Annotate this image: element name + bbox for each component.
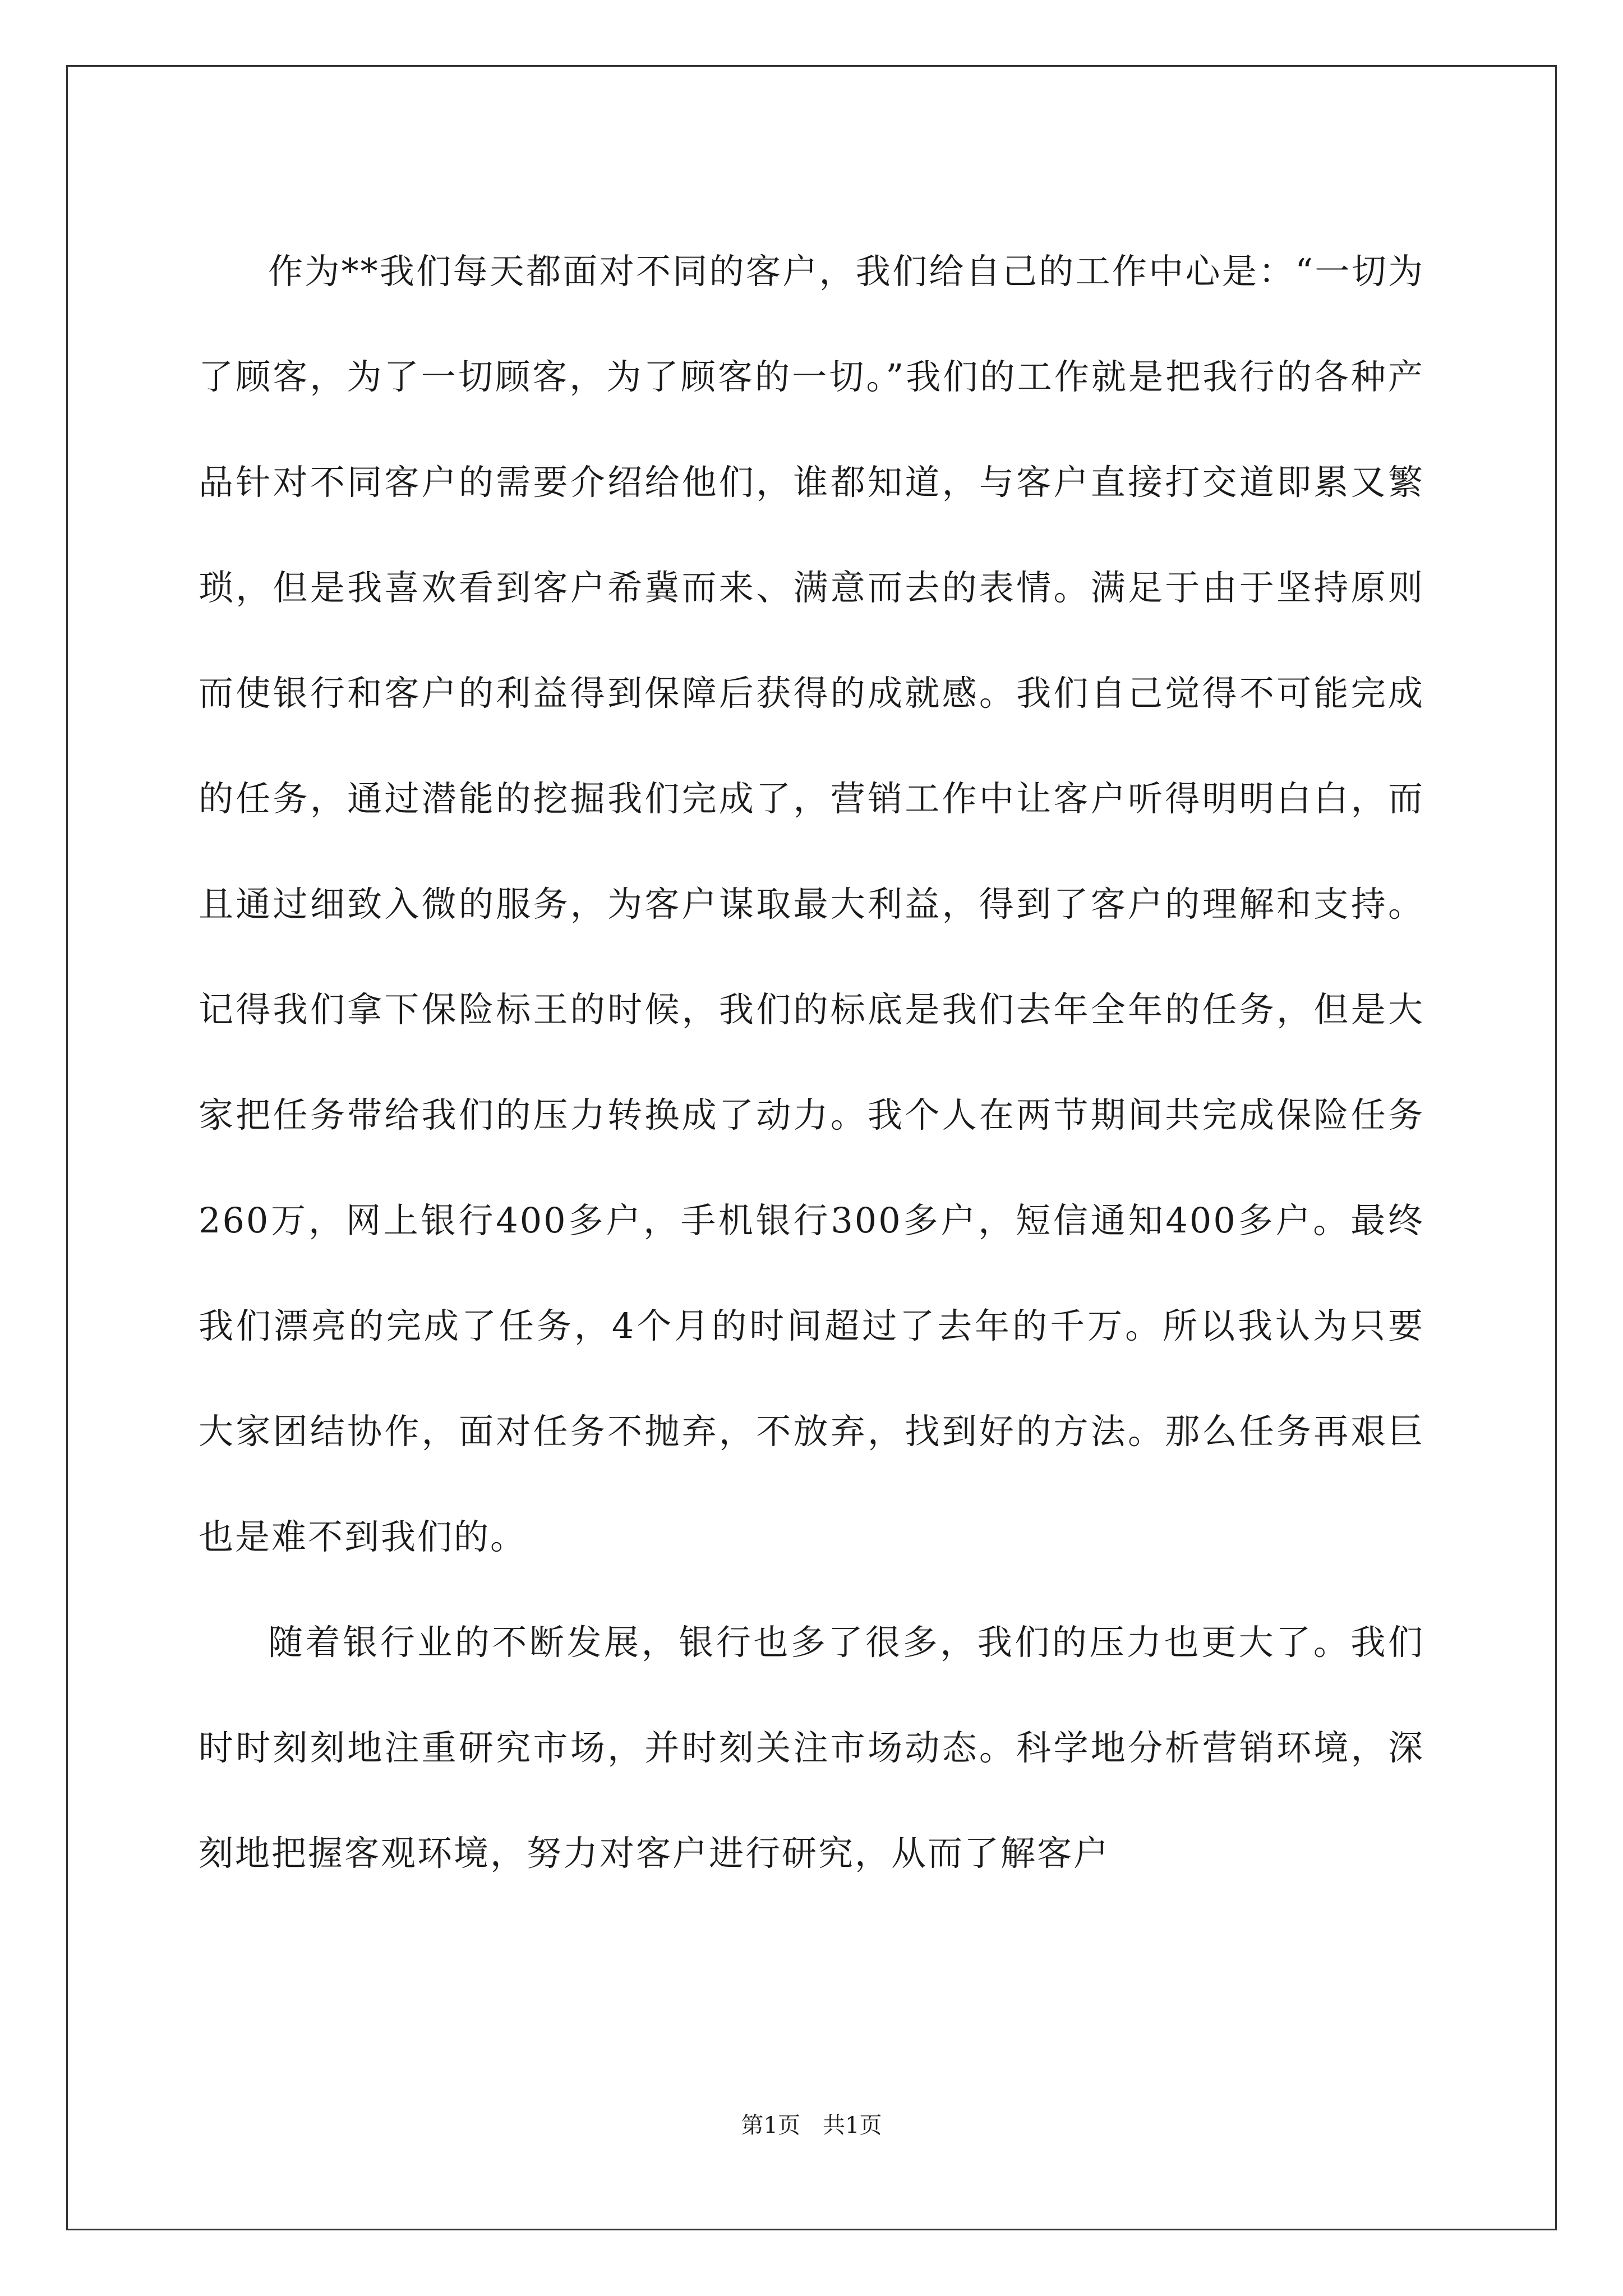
- page-footer: [0, 2111, 1623, 2139]
- page-number-current: 第1页: [741, 2113, 800, 2138]
- paragraph-1: 作为**我们每天都面对不同的客户，我们给自己的工作中心是：“一切为了顾客，为了一切顾客，为了顾客的一切。”我们的工作就是把我行的各种产品针对不同客户的需要介绍给他们，谁都知道，与客户直接打交道即累又繁琐，但是我喜欢看到客户希冀而来、满意而去的表情。满足于由于坚持原则而使银行和客户的利益得到保障后获得的成就感。我们自己觉得不可能完成的任务，通过潜能的挖掘我们完成了，营销工作中让客户听得明明白白，而且通过细致入微的服务，为客户谋取最大利益，得到了客户的理解和支持。记得我们拿下保险标王的时候，我们的标底是我们去年全年的任务，但是大家把任务带给我们的压力转换成了动力。我个人在两节期间共完成保险任务260万，网上银行400多户，手机银行300多户，短信通知400多户。最终我们漂亮的完成了任务，4个月的时间超过了去年的千万。所以我认为只要大家团结协作，面对任务不抛弃，不放弃，找到好的方法。那么任务再艰巨也是难不到我们的。: [199, 251, 1424, 1557]
- page-number-total: 共1页: [823, 2113, 882, 2138]
- paragraph-2: 随着银行业的不断发展，银行也多了很多，我们的压力也更大了。我们时时刻刻地注重研究市场，并时刻关注市场动态。科学地分析营销环境，深刻地把握客观环境，努力对客户进行研究，从而了解客户: [199, 1622, 1424, 1874]
- document-body: [199, 219, 1424, 1906]
